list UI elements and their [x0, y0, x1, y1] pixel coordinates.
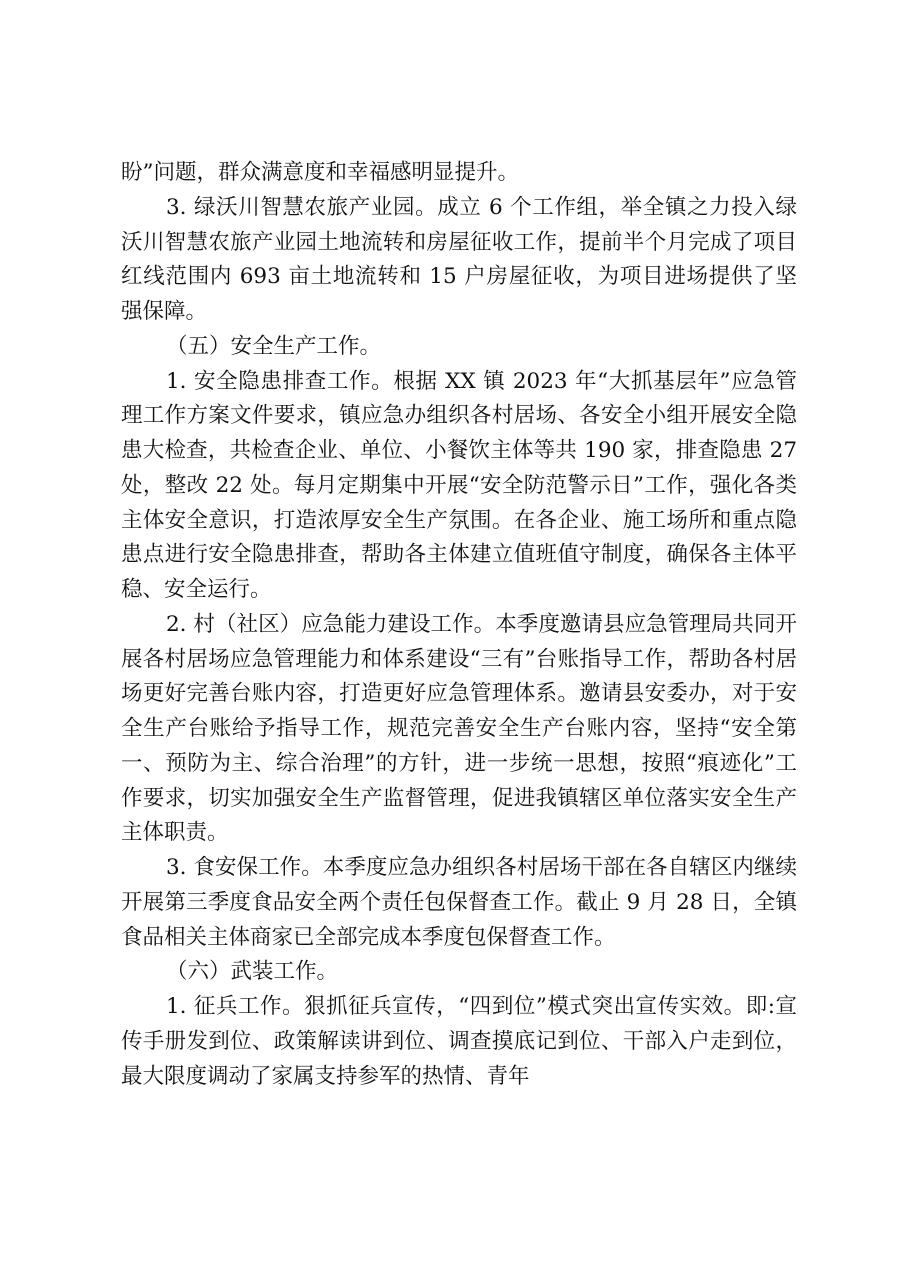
paragraph-food-safety: 3. 食安保工作。本季度应急办组织各村居场干部在各自辖区内继续开展第三季度食品安全两个责任包保督查工作。截止 9 月 28 日，全镇食品相关主体商家已全部完成本季度包保督查工作。 — [121, 855, 797, 950]
paragraph-emergency-capacity: 2. 村（社区）应急能力建设工作。本季度邀请县应急管理局共同开展各村居场应急管理能力和体系建设“三有”台账指导工作，帮助各村居场更好完善台账内容，打造更好应急管理体系。邀请县安委办，对于安全生产台账给予指导工作，规范完善安全生产台账内容，坚持“安全第一、预防为主、综合治理”的方针，进一步统一思想，按照“痕迹化”工作要求，切实加强安全生产监督管理，促进我镇辖区单位落实安全生产主体职责。 — [121, 611, 797, 846]
section-heading-armed-forces: （六）武装工作。 — [166, 959, 339, 985]
paragraph-hazard-inspection: 1. 安全隐患排查工作。根据 XX 镇 2023 年“大抓基层年”应急管理工作方案文件要求，镇应急办组织各村居场、各安全小组开展安全隐患大检查，共检查企业、单位、小餐饮主体等共 190 家，排查隐患 27 处，整改 22 处。每月定期集中开展“安全防范警示日”工作，强化各类主体安全意识，打造浓厚安全生产氛围。在各企业、施工场所和重点隐患点进行安全隐患排查，帮助各主体建立值班值守制度，确保各主体平稳、安全运行。 — [121, 368, 797, 602]
section-heading-safety-production: （五）安全生产工作。 — [166, 333, 382, 359]
paragraph-conscription: 1. 征兵工作。狠抓征兵宣传，“四到位”模式突出宣传实效。即:宣传手册发到位、政策解读讲到位、调查摸底记到位、干部入户走到位，最大限度调动了家属支持参军的热情、青年 — [121, 994, 797, 1089]
paragraph-smart-agri-park: 3. 绿沃川智慧农旅产业园。成立 6 个工作组，举全镇之力投入绿沃川智慧农旅产业园土地流转和房屋征收工作，提前半个月完成了项目红线范围内 693 亩土地流转和 15 户房屋征收，为项目进场提供了坚强保障。 — [121, 194, 797, 324]
paragraph-continuation: 盼”问题，群众满意度和幸福感明显提升。 — [121, 160, 519, 185]
document-body — [121, 156, 797, 1094]
